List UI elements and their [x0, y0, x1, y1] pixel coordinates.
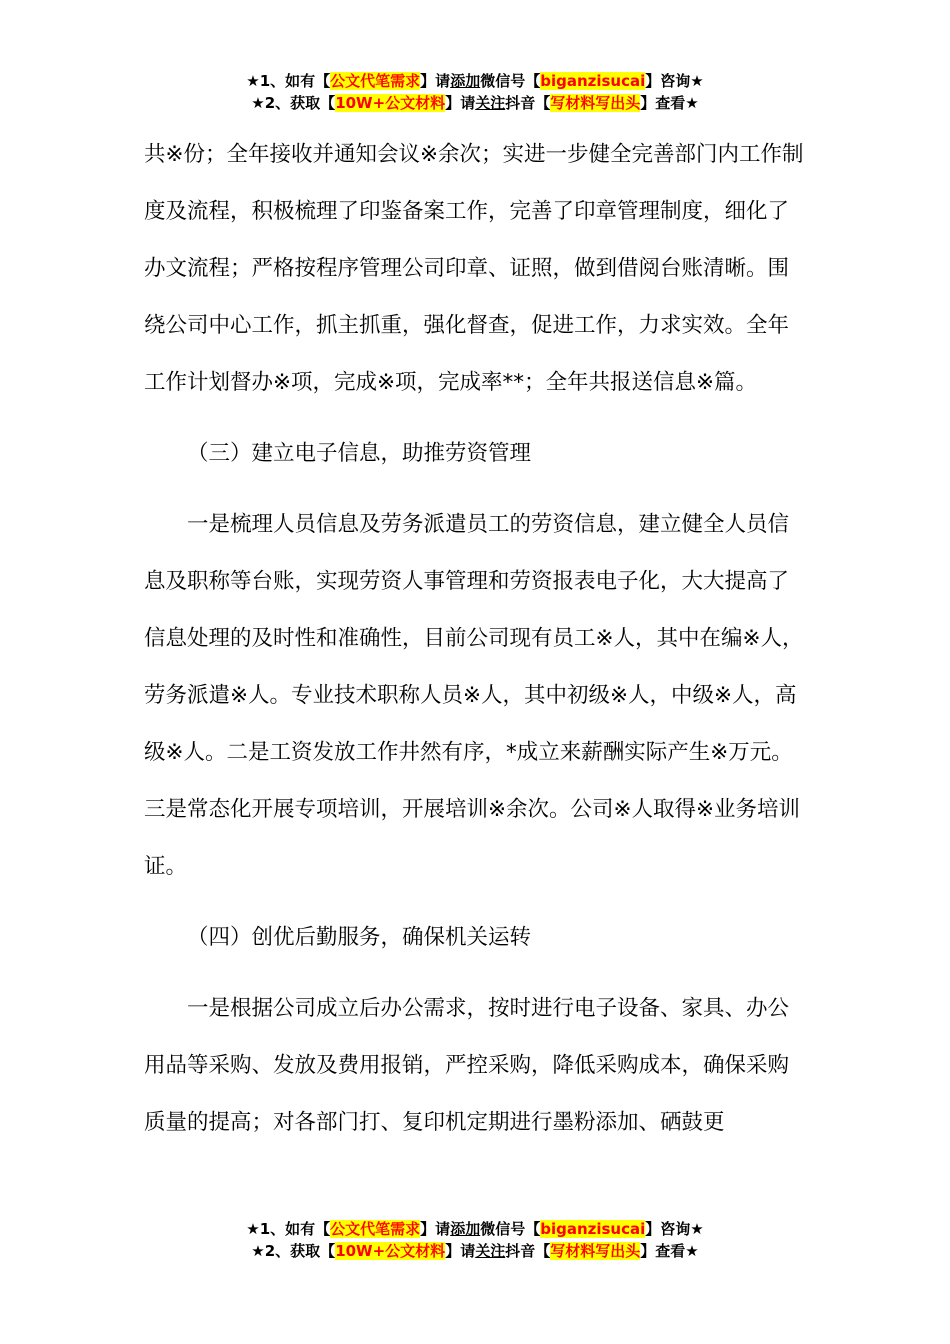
banner-line-1: ★1、如有【公文代笔需求】请添加微信号【biganzisucai】咨询★ [246, 1220, 704, 1238]
highlight: 10W+公文材料 [335, 94, 446, 112]
highlight: 10W+公文材料 [335, 1242, 446, 1260]
douyin-account: 写材料写出头 [550, 94, 641, 112]
banner-line-1: ★1、如有【公文代笔需求】请添加微信号【biganzisucai】咨询★ [246, 72, 704, 90]
banner-line-2: ★2、获取【10W+公文材料】请关注抖音【写材料写出头】查看★ [251, 1242, 699, 1260]
banner-line-2: ★2、获取【10W+公文材料】请关注抖音【写材料写出头】查看★ [251, 94, 699, 112]
document-body [144, 126, 804, 1151]
paragraph: 一是梳理人员信息及劳务派遣员工的劳资信息，建立健全人员信息及职称等台账，实现劳资人事管理和劳资报表电子化，大大提高了信息处理的及时性和准确性，目前公司现有员工※人，其中在编※人，劳务派遣※人。专业技术职称人员※人，其中初级※人，中级※人，高级※人。二是工资发放工作井然有序，*成立来薪酬实际产生※万元。三是常态化开展专项培训，开展培训※余次。公司※人取得※业务培训证。 [144, 512, 804, 879]
highlight: 公文代笔需求 [330, 1220, 421, 1238]
highlight: 公文代笔需求 [330, 72, 421, 90]
wechat-id: biganzisucai [540, 72, 646, 90]
section-heading: （三）建立电子信息，助推劳资管理 [187, 441, 532, 466]
section-heading: （四）创优后勤服务，确保机关运转 [187, 925, 532, 950]
paragraph: 一是根据公司成立后办公需求，按时进行电子设备、家具、办公用品等采购、发放及费用报销，严控采购，降低采购成本，确保采购质量的提高；对各部门打、复印机定期进行墨粉添加、硒鼓更 [144, 996, 790, 1135]
paragraph: 共※份；全年接收并通知会议※余次；实进一步健全完善部门内工作制度及流程，积极梳理了印鉴备案工作，完善了印章管理制度，细化了办文流程；严格按程序管理公司印章、证照，做到借阅台账清晰。围绕公司中心工作，抓主抓重，强化督查，促进工作，力求实效。全年工作计划督办※项，完成※项，完成率**；全年共报送信息※篇。 [144, 142, 804, 395]
douyin-account: 写材料写出头 [550, 1242, 641, 1260]
wechat-id: biganzisucai [540, 1220, 646, 1238]
header-banner [0, 70, 950, 114]
footer-banner [0, 1218, 950, 1262]
